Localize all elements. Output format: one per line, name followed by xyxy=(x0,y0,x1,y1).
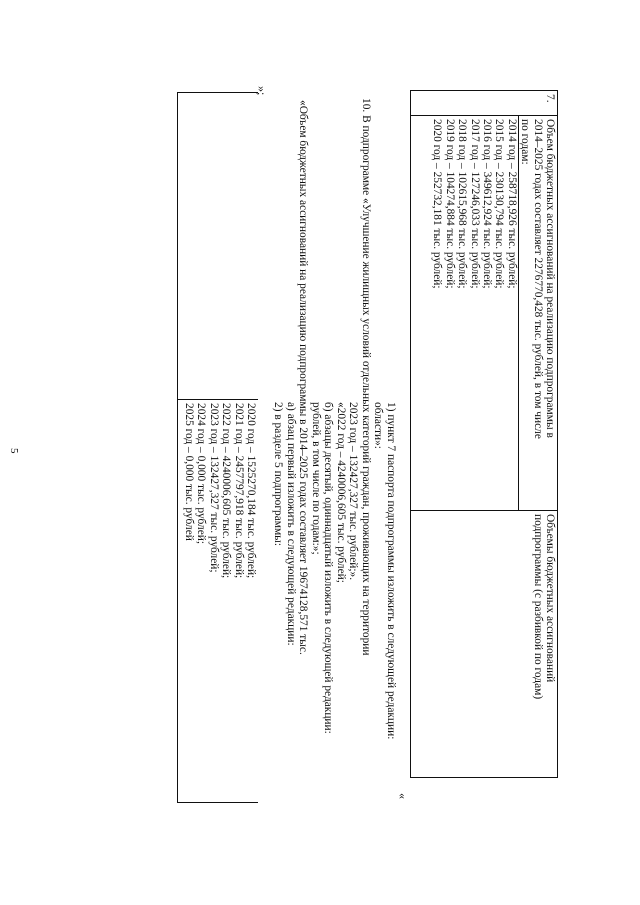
year-row: 2014 год – 258718,926 тыс. рублей; xyxy=(505,119,518,289)
table-top xyxy=(177,92,258,803)
paragraph: 2023 год – 132427,327 тыс. рублей;». xyxy=(347,402,359,581)
opening-quote: « xyxy=(396,793,410,799)
row-number: 7. xyxy=(544,94,556,103)
year-row: 2016 год – 349612,924 тыс. рублей; xyxy=(480,119,493,289)
row-title-line: Объемы бюджетных ассигнований xyxy=(544,514,556,683)
row-title-line: подпрограммы (с разбивкой по годам) xyxy=(531,514,544,700)
table-row: 2021 год – 2457797,918 тыс. рублей; xyxy=(232,403,245,579)
page-number: 5 xyxy=(8,448,20,454)
table-row: 2023 год – 132427,327 тыс. рублей; xyxy=(207,403,220,573)
cell-divider xyxy=(518,116,519,510)
paragraph: 2) в разделе 5 подпрограммы: xyxy=(272,402,284,546)
year-row: 2015 год – 230130,794 тыс. рублей; xyxy=(493,119,506,289)
table-row: 2020 год – 1525270,184 тыс. рублей; xyxy=(245,403,257,579)
year-row: 2018 год – 102615,968 тыс. рублей; xyxy=(456,119,469,289)
row-text-line: по годам: xyxy=(519,119,532,165)
table-top-years-cell xyxy=(178,400,259,803)
paragraph: а) абзац первый изложить в следующей редакции: xyxy=(285,402,297,646)
row-title-cell xyxy=(411,511,558,778)
row-text-line: Объем бюджетных ассигнований на реализацию подпрограммы в xyxy=(544,119,556,438)
table-row: 2024 год – 0,000 тыс. рублей; xyxy=(195,403,208,545)
paragraph: «2022 год – 4240006,605 тыс. рублей; xyxy=(335,402,347,583)
paragraph: 10. В подпрограмме «Улучшение жилищных условий отдельных категорий граждан, проживающих на территории xyxy=(360,98,372,656)
paragraph: «Объем бюджетных ассигнований на реализацию подпрограммы в 2014–2025 годах составляет 19674128,571 тыс. xyxy=(297,100,309,655)
table-row: 2022 год – 4240006,605 тыс. рублей; xyxy=(220,403,233,579)
table-bottom xyxy=(410,90,558,778)
paragraph: 1) пункт 7 паспорта подпрограммы изложить в следующей редакции: xyxy=(385,402,397,740)
closing-quote: »; xyxy=(255,86,269,96)
year-row: 2017 год – 127246,033 тыс. рублей; xyxy=(468,119,481,289)
row-number-cell xyxy=(411,91,558,116)
paragraph: б) абзацы десятый, одиннадцатый изложить в следующей редакции: xyxy=(322,402,334,734)
row-values-cell xyxy=(411,116,558,511)
year-row: 2020 год – 252732,181 тыс. рублей; xyxy=(431,119,444,289)
row-text-line: 2014–2025 годах составляет 2276770,428 тыс. рублей, в том числе xyxy=(531,119,544,439)
table-top-empty-cell xyxy=(178,93,259,400)
year-row: 2019 год – 104274,884 тыс. рублей; xyxy=(443,119,456,289)
paragraph: рублей, в том числе по годам:»; xyxy=(310,402,322,555)
paragraph: области»: xyxy=(372,402,384,449)
table-row: 2025 год – 0,000 тыс. рублей xyxy=(182,403,195,541)
